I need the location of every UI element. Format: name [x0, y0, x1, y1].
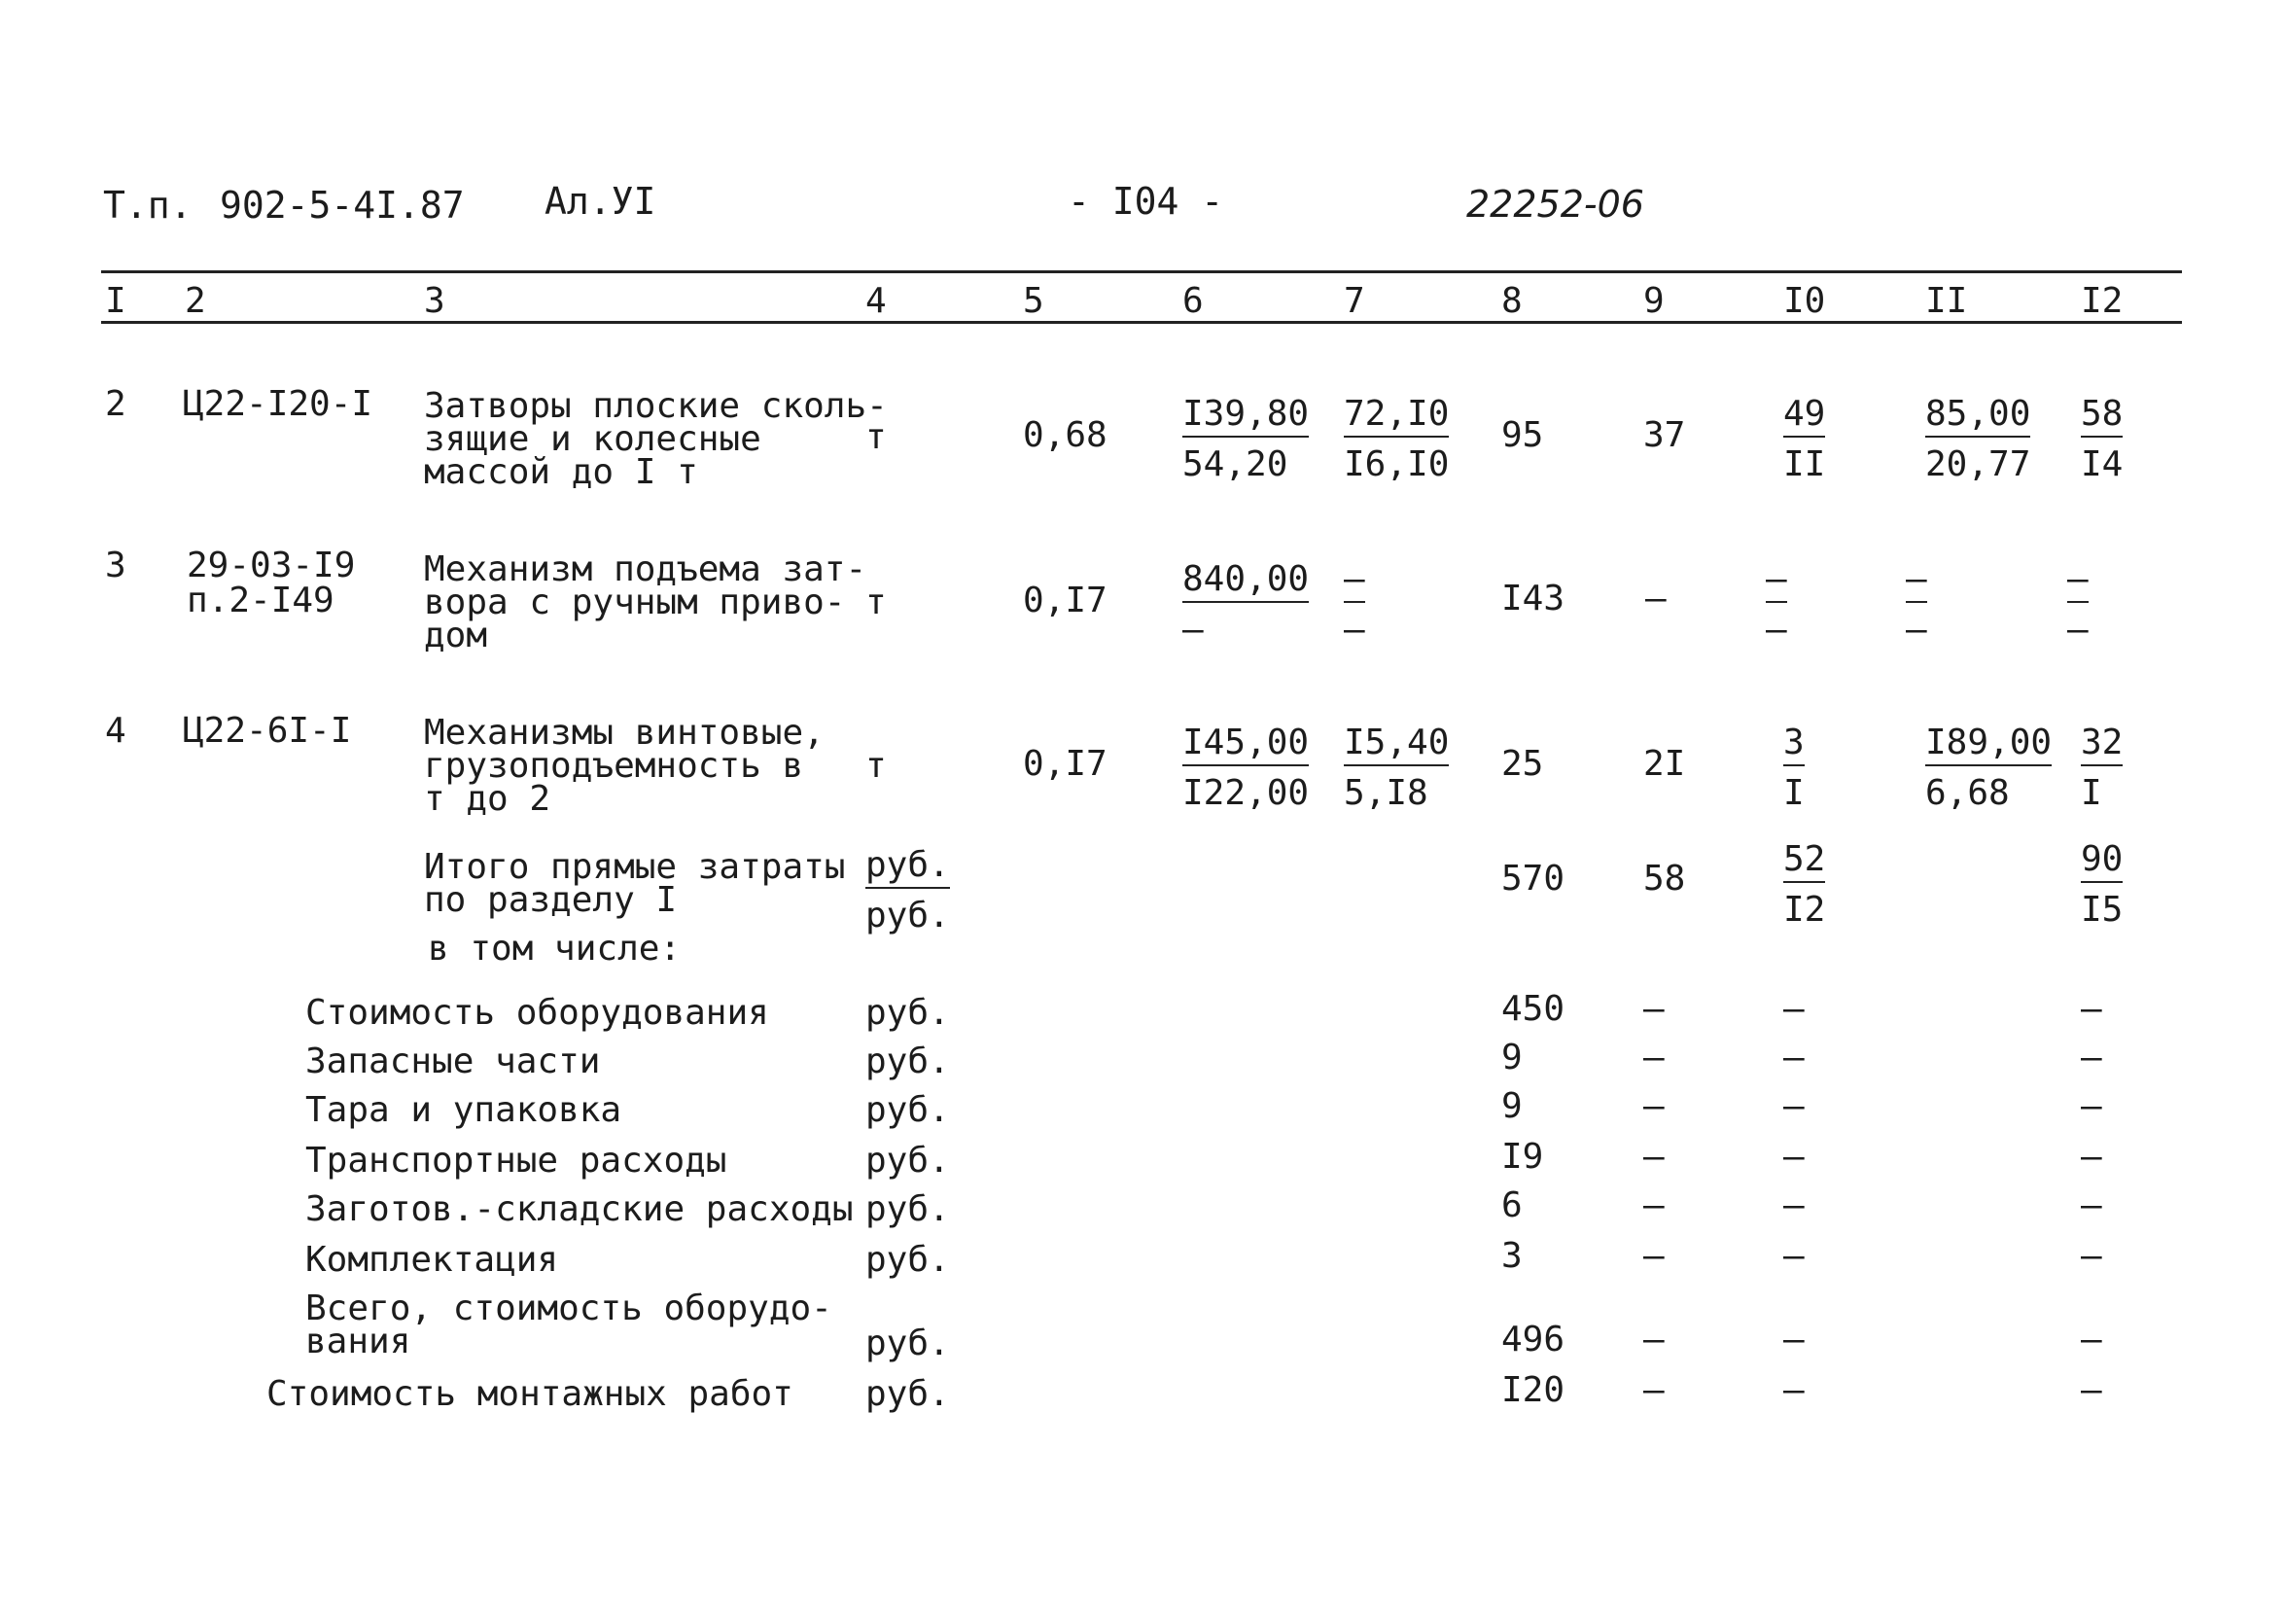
- summary-unit: руб.: [865, 1189, 950, 1229]
- fraction-numerator: 49: [1783, 395, 1825, 438]
- fraction-denominator: –: [1766, 610, 1787, 650]
- col-header-6: 6: [1182, 281, 1204, 321]
- col-header-1: I: [105, 281, 126, 321]
- fraction-numerator: –: [1906, 560, 1927, 603]
- row-cost-fraction: [2081, 724, 2123, 813]
- summary-cost: I9: [1501, 1137, 1544, 1177]
- montage-cost: –: [1643, 1370, 1665, 1410]
- row-quantity: 0,68: [1023, 415, 1107, 455]
- col-header-12: I2: [2081, 281, 2124, 321]
- summary-cost: 3: [1501, 1236, 1523, 1276]
- summary-cost: –: [1643, 1185, 1665, 1225]
- total-description-line: Итого прямые затраты: [424, 847, 846, 887]
- row-cost-fraction: [1906, 560, 1927, 650]
- total-cost: 570: [1501, 859, 1565, 899]
- row-cost-fraction: [1783, 724, 1805, 813]
- summary-cost: –: [2081, 989, 2102, 1029]
- fraction-denominator: I4: [2081, 444, 2124, 484]
- row-code: Ц22-I20-I: [183, 384, 373, 424]
- summary-unit: руб.: [865, 993, 950, 1033]
- summary-cost: 6: [1501, 1185, 1523, 1225]
- fraction-denominator: I2: [1783, 890, 1826, 930]
- summary-unit: руб.: [865, 1090, 950, 1130]
- total-cost-fraction: [2081, 840, 2123, 930]
- fraction-denominator: I: [2081, 773, 2102, 813]
- summary-cost: –: [2081, 1137, 2102, 1177]
- row-description-line: Механизмы винтовые,: [424, 713, 825, 753]
- summary-unit: руб.: [865, 1041, 950, 1081]
- row-price-fraction: [1344, 724, 1449, 813]
- project-code: 902-5-4I.87: [220, 184, 465, 227]
- summary-label: Заготов.-складские расходы: [305, 1189, 854, 1229]
- summary-cost: –: [2081, 1086, 2102, 1126]
- total-cost: 58: [1643, 859, 1686, 899]
- summary-cost: 450: [1501, 989, 1565, 1029]
- fraction-numerator: –: [1344, 560, 1365, 603]
- fraction-denominator: –: [1182, 610, 1204, 650]
- fraction-numerator: 32: [2081, 724, 2123, 766]
- row-cost-fraction: [1925, 395, 2030, 484]
- fraction-denominator: I5: [2081, 890, 2124, 930]
- row-unit: т: [865, 417, 887, 457]
- total-description-line: по разделу I: [424, 880, 678, 920]
- fraction-denominator: II: [1783, 444, 1826, 484]
- fraction-numerator: 85,00: [1925, 395, 2030, 438]
- fraction-denominator: 5,I8: [1344, 773, 1428, 813]
- fraction-denominator: 6,68: [1925, 773, 2010, 813]
- col-header-5: 5: [1023, 281, 1044, 321]
- summary-unit: руб.: [865, 1240, 950, 1280]
- row-description-line: грузоподъемность в: [424, 746, 804, 786]
- summary-cost: –: [1783, 1185, 1805, 1225]
- row-quantity: 0,I7: [1023, 744, 1107, 784]
- row-description-line: Затворы плоские сколь-: [424, 386, 888, 426]
- page-number: - I04 -: [1068, 180, 1224, 223]
- row-cost: 95: [1501, 415, 1544, 455]
- row-description-line: дом: [424, 616, 488, 655]
- summary-cost: –: [1643, 989, 1665, 1029]
- header-bottom-rule: [101, 321, 2182, 324]
- fraction-numerator: 58: [2081, 395, 2123, 438]
- montage-label: Стоимость монтажных работ: [266, 1374, 793, 1414]
- total-unit-fraction: [865, 846, 950, 936]
- grand-total-cost: –: [2081, 1320, 2102, 1359]
- fraction-denominator: –: [1906, 610, 1927, 650]
- header-top-rule: [101, 270, 2182, 273]
- summary-cost: –: [1783, 1236, 1805, 1276]
- row-price-fraction: [1182, 560, 1309, 650]
- montage-cost: I20: [1501, 1370, 1565, 1410]
- summary-cost: –: [2081, 1236, 2102, 1276]
- summary-label: Транспортные расходы: [305, 1141, 727, 1181]
- summary-cost: –: [2081, 1038, 2102, 1077]
- summary-label: Тара и упаковка: [305, 1090, 622, 1130]
- row-unit: т: [865, 583, 887, 622]
- summary-cost: –: [1783, 1086, 1805, 1126]
- row-code: Ц22-6I-I: [183, 711, 352, 751]
- row-unit: т: [865, 746, 887, 786]
- grand-total-cost: –: [1643, 1320, 1665, 1359]
- row-description-line: т до 2: [424, 779, 551, 819]
- fraction-numerator: 72,I0: [1344, 395, 1449, 438]
- summary-cost: –: [1783, 1137, 1805, 1177]
- row-description-line: вора с ручным приво-: [424, 583, 846, 622]
- grand-total-unit: руб.: [865, 1324, 950, 1363]
- row-cost: 37: [1643, 415, 1686, 455]
- fraction-denominator: 20,77: [1925, 444, 2031, 484]
- fraction-numerator: 52: [1783, 840, 1825, 883]
- col-header-3: 3: [424, 281, 445, 321]
- summary-cost: –: [1783, 1038, 1805, 1077]
- row-cost-fraction: [2081, 395, 2123, 484]
- row-description-line: массой до I т: [424, 452, 698, 492]
- grand-total-label: вания: [305, 1322, 411, 1361]
- row-cost-fraction: [2067, 560, 2089, 650]
- fraction-numerator: –: [2067, 560, 2089, 603]
- fraction-denominator: I6,I0: [1344, 444, 1450, 484]
- col-header-4: 4: [865, 281, 887, 321]
- montage-cost: –: [2081, 1370, 2102, 1410]
- summary-cost: –: [1643, 1137, 1665, 1177]
- row-number: 4: [105, 711, 126, 751]
- row-cost-fraction: [1925, 724, 2052, 813]
- row-price-fraction: [1344, 560, 1365, 650]
- fraction-denominator: –: [2067, 610, 2089, 650]
- fraction-denominator: I: [1783, 773, 1805, 813]
- summary-cost: –: [1643, 1038, 1665, 1077]
- row-price-fraction: [1182, 395, 1309, 484]
- row-description-line: Механизм подъема зат-: [424, 549, 867, 589]
- row-cost: 2I: [1643, 744, 1686, 784]
- col-header-2: 2: [185, 281, 206, 321]
- row-cost: –: [1645, 579, 1667, 618]
- fraction-denominator: 54,20: [1182, 444, 1288, 484]
- col-header-9: 9: [1643, 281, 1665, 321]
- fraction-numerator: I45,00: [1182, 724, 1309, 766]
- fraction-denominator: руб.: [865, 896, 950, 936]
- summary-label: Комплектация: [305, 1240, 559, 1280]
- row-price-fraction: [1344, 395, 1449, 484]
- total-cost-fraction: [1783, 840, 1825, 930]
- tp-label: Т.п.: [103, 184, 193, 227]
- grand-total-cost: –: [1783, 1320, 1805, 1359]
- montage-cost: –: [1783, 1370, 1805, 1410]
- summary-cost: –: [2081, 1185, 2102, 1225]
- row-number: 2: [105, 384, 126, 424]
- fraction-numerator: I89,00: [1925, 724, 2052, 766]
- summary-cost: 9: [1501, 1086, 1523, 1126]
- summary-cost: –: [1783, 989, 1805, 1029]
- summary-unit: руб.: [865, 1141, 950, 1181]
- fraction-numerator: I39,80: [1182, 395, 1309, 438]
- row-description-line: зящие и колесные: [424, 419, 761, 459]
- row-cost: I43: [1501, 579, 1565, 618]
- fraction-numerator: 840,00: [1182, 560, 1309, 603]
- album-label: Ал.УI: [545, 180, 656, 223]
- summary-cost: –: [1643, 1236, 1665, 1276]
- fraction-numerator: 90: [2081, 840, 2123, 883]
- fraction-numerator: 3: [1783, 724, 1805, 766]
- fraction-numerator: руб.: [865, 846, 950, 889]
- grand-total-cost: 496: [1501, 1320, 1565, 1359]
- row-price-fraction: [1182, 724, 1309, 813]
- row-code: п.2-I49: [187, 581, 334, 620]
- grand-total-label: Всего, стоимость оборудо-: [305, 1289, 832, 1328]
- summary-cost: –: [1643, 1086, 1665, 1126]
- col-header-8: 8: [1501, 281, 1523, 321]
- summary-label: Запасные части: [305, 1041, 601, 1081]
- fraction-denominator: –: [1344, 610, 1365, 650]
- summary-label: Стоимость оборудования: [305, 993, 769, 1033]
- document-stamp: 22252-06: [1466, 183, 1644, 226]
- row-cost-fraction: [1783, 395, 1825, 484]
- fraction-numerator: –: [1766, 560, 1787, 603]
- row-code: 29-03-I9: [187, 546, 356, 585]
- montage-unit: руб.: [865, 1374, 950, 1414]
- row-cost: 25: [1501, 744, 1544, 784]
- col-header-10: I0: [1783, 281, 1826, 321]
- row-number: 3: [105, 546, 126, 585]
- row-quantity: 0,I7: [1023, 581, 1107, 620]
- row-cost-fraction: [1766, 560, 1787, 650]
- col-header-7: 7: [1344, 281, 1365, 321]
- col-header-11: II: [1925, 281, 1968, 321]
- summary-cost: 9: [1501, 1038, 1523, 1077]
- fraction-denominator: I22,00: [1182, 773, 1310, 813]
- fraction-numerator: I5,40: [1344, 724, 1449, 766]
- total-description-line: в том числе:: [428, 929, 682, 969]
